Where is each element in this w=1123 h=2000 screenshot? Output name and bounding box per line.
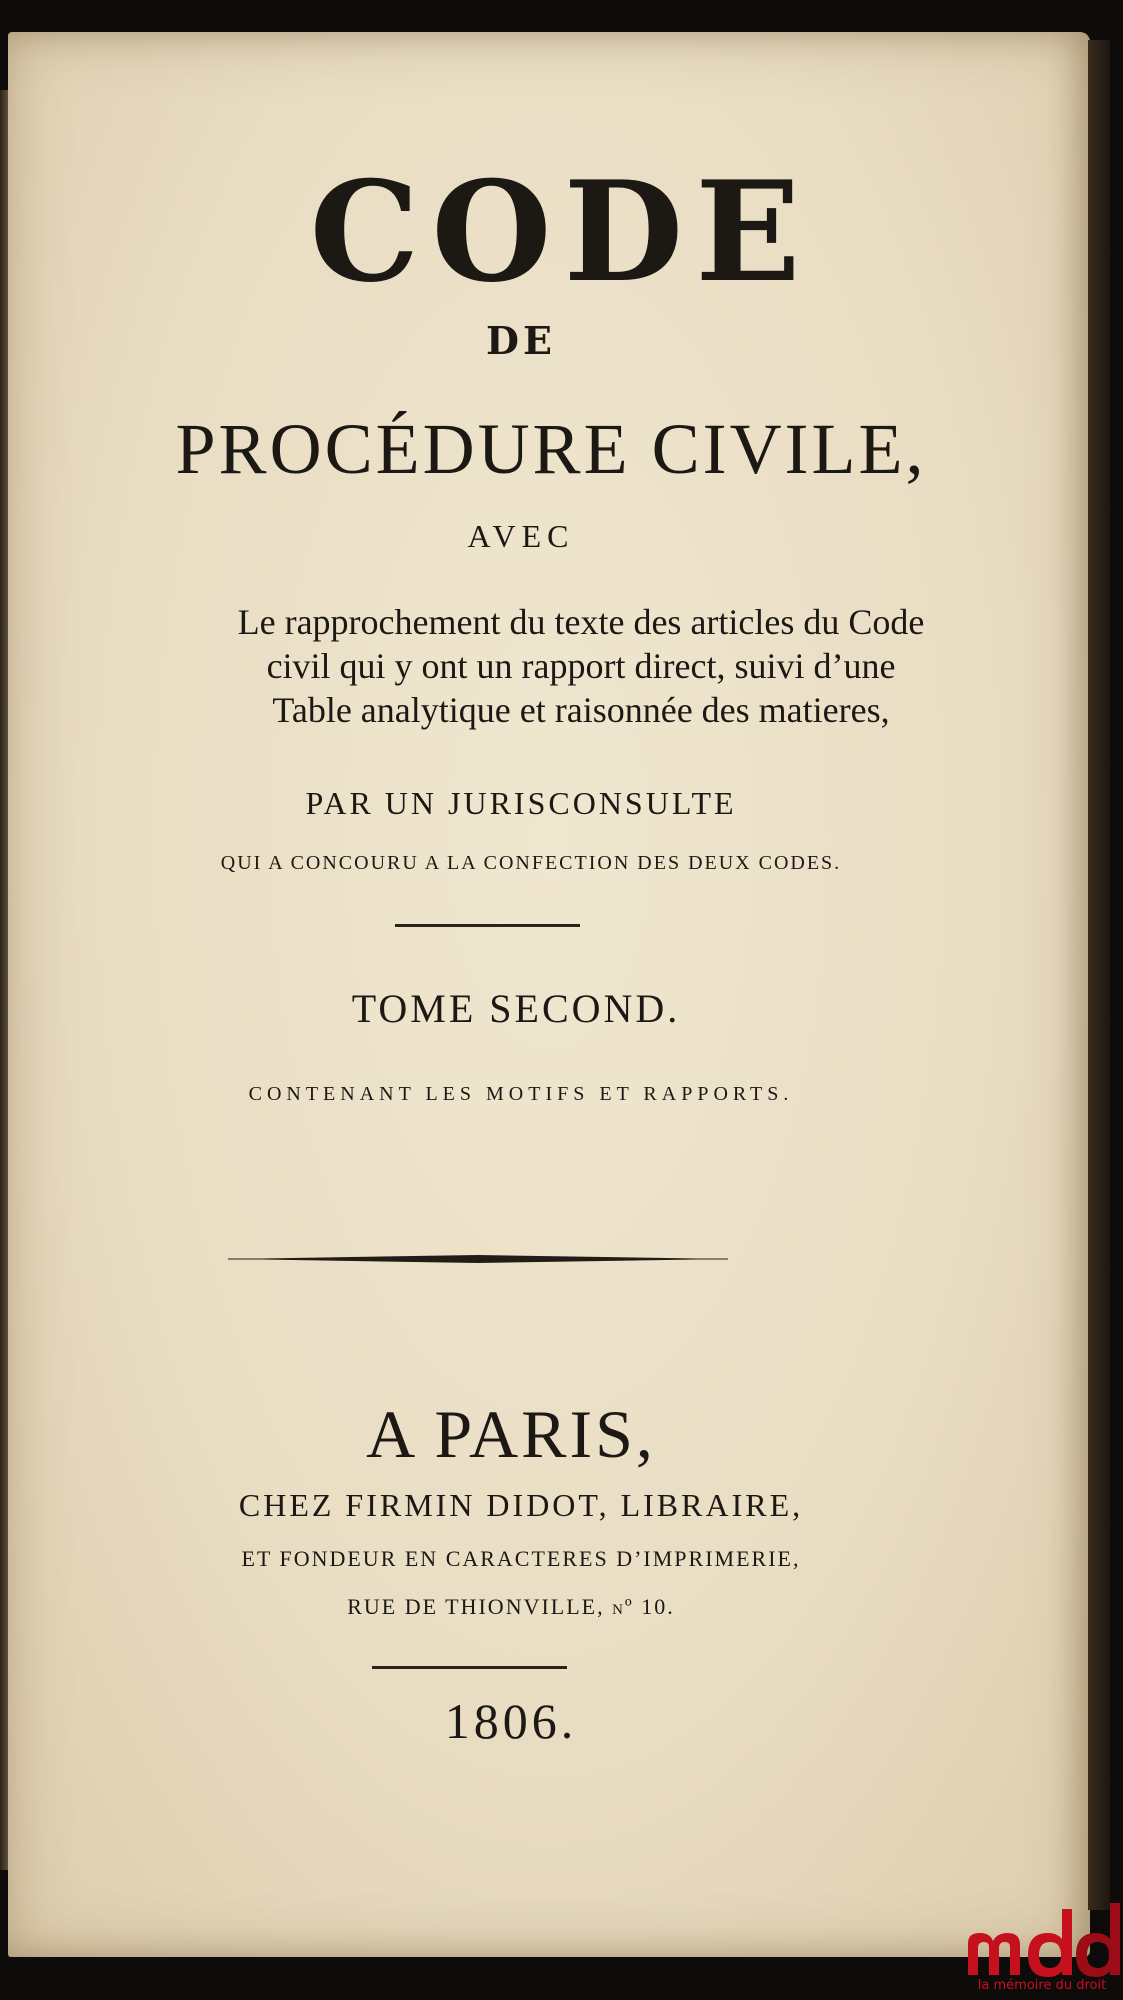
volume-description: CONTENANT LES MOTIFS ET RAPPORTS.	[248, 1083, 794, 1105]
divider-rule	[372, 1666, 567, 1669]
title-connector: DE	[486, 318, 556, 363]
subtitle-line: Table analytique et raisonnée des matieres,	[272, 690, 890, 730]
imprint-publisher-detail: ET FONDEUR EN CARACTERES D’IMPRIMERIE,	[241, 1546, 801, 1571]
book-subtitle	[40, 600, 1122, 732]
subtitle-line: Le rapprochement du texte des articles du Code	[237, 602, 925, 642]
book-title-subject: PROCÉDURE CIVILE,	[175, 409, 927, 489]
author-line: PAR UN JURISCONSULTE	[305, 785, 737, 821]
imprint-publisher: CHEZ FIRMIN DIDOT, LIBRAIRE,	[238, 1487, 804, 1523]
title-avec: AVEC	[467, 518, 575, 554]
ornamental-rule	[228, 1252, 728, 1266]
publication-year: 1806.	[444, 1693, 578, 1749]
mdd-logo-mark	[968, 1903, 1120, 1977]
book-spine	[1088, 40, 1110, 1910]
book-title: CODE	[309, 150, 813, 313]
imprint-city: A PARIS,	[366, 1396, 656, 1472]
divider-rule	[395, 924, 580, 927]
volume-label: TOME SECOND.	[351, 986, 681, 1031]
author-description: QUI A CONCOURU A LA CONFECTION DES DEUX CODES.	[220, 852, 842, 874]
imprint-address: RUE DE THIONVILLE, nº 10.	[347, 1594, 675, 1619]
subtitle-line: civil qui y ont un rapport direct, suivi d’une	[266, 646, 896, 686]
watermark-tagline: la mémoire du droit	[977, 1978, 1107, 1993]
